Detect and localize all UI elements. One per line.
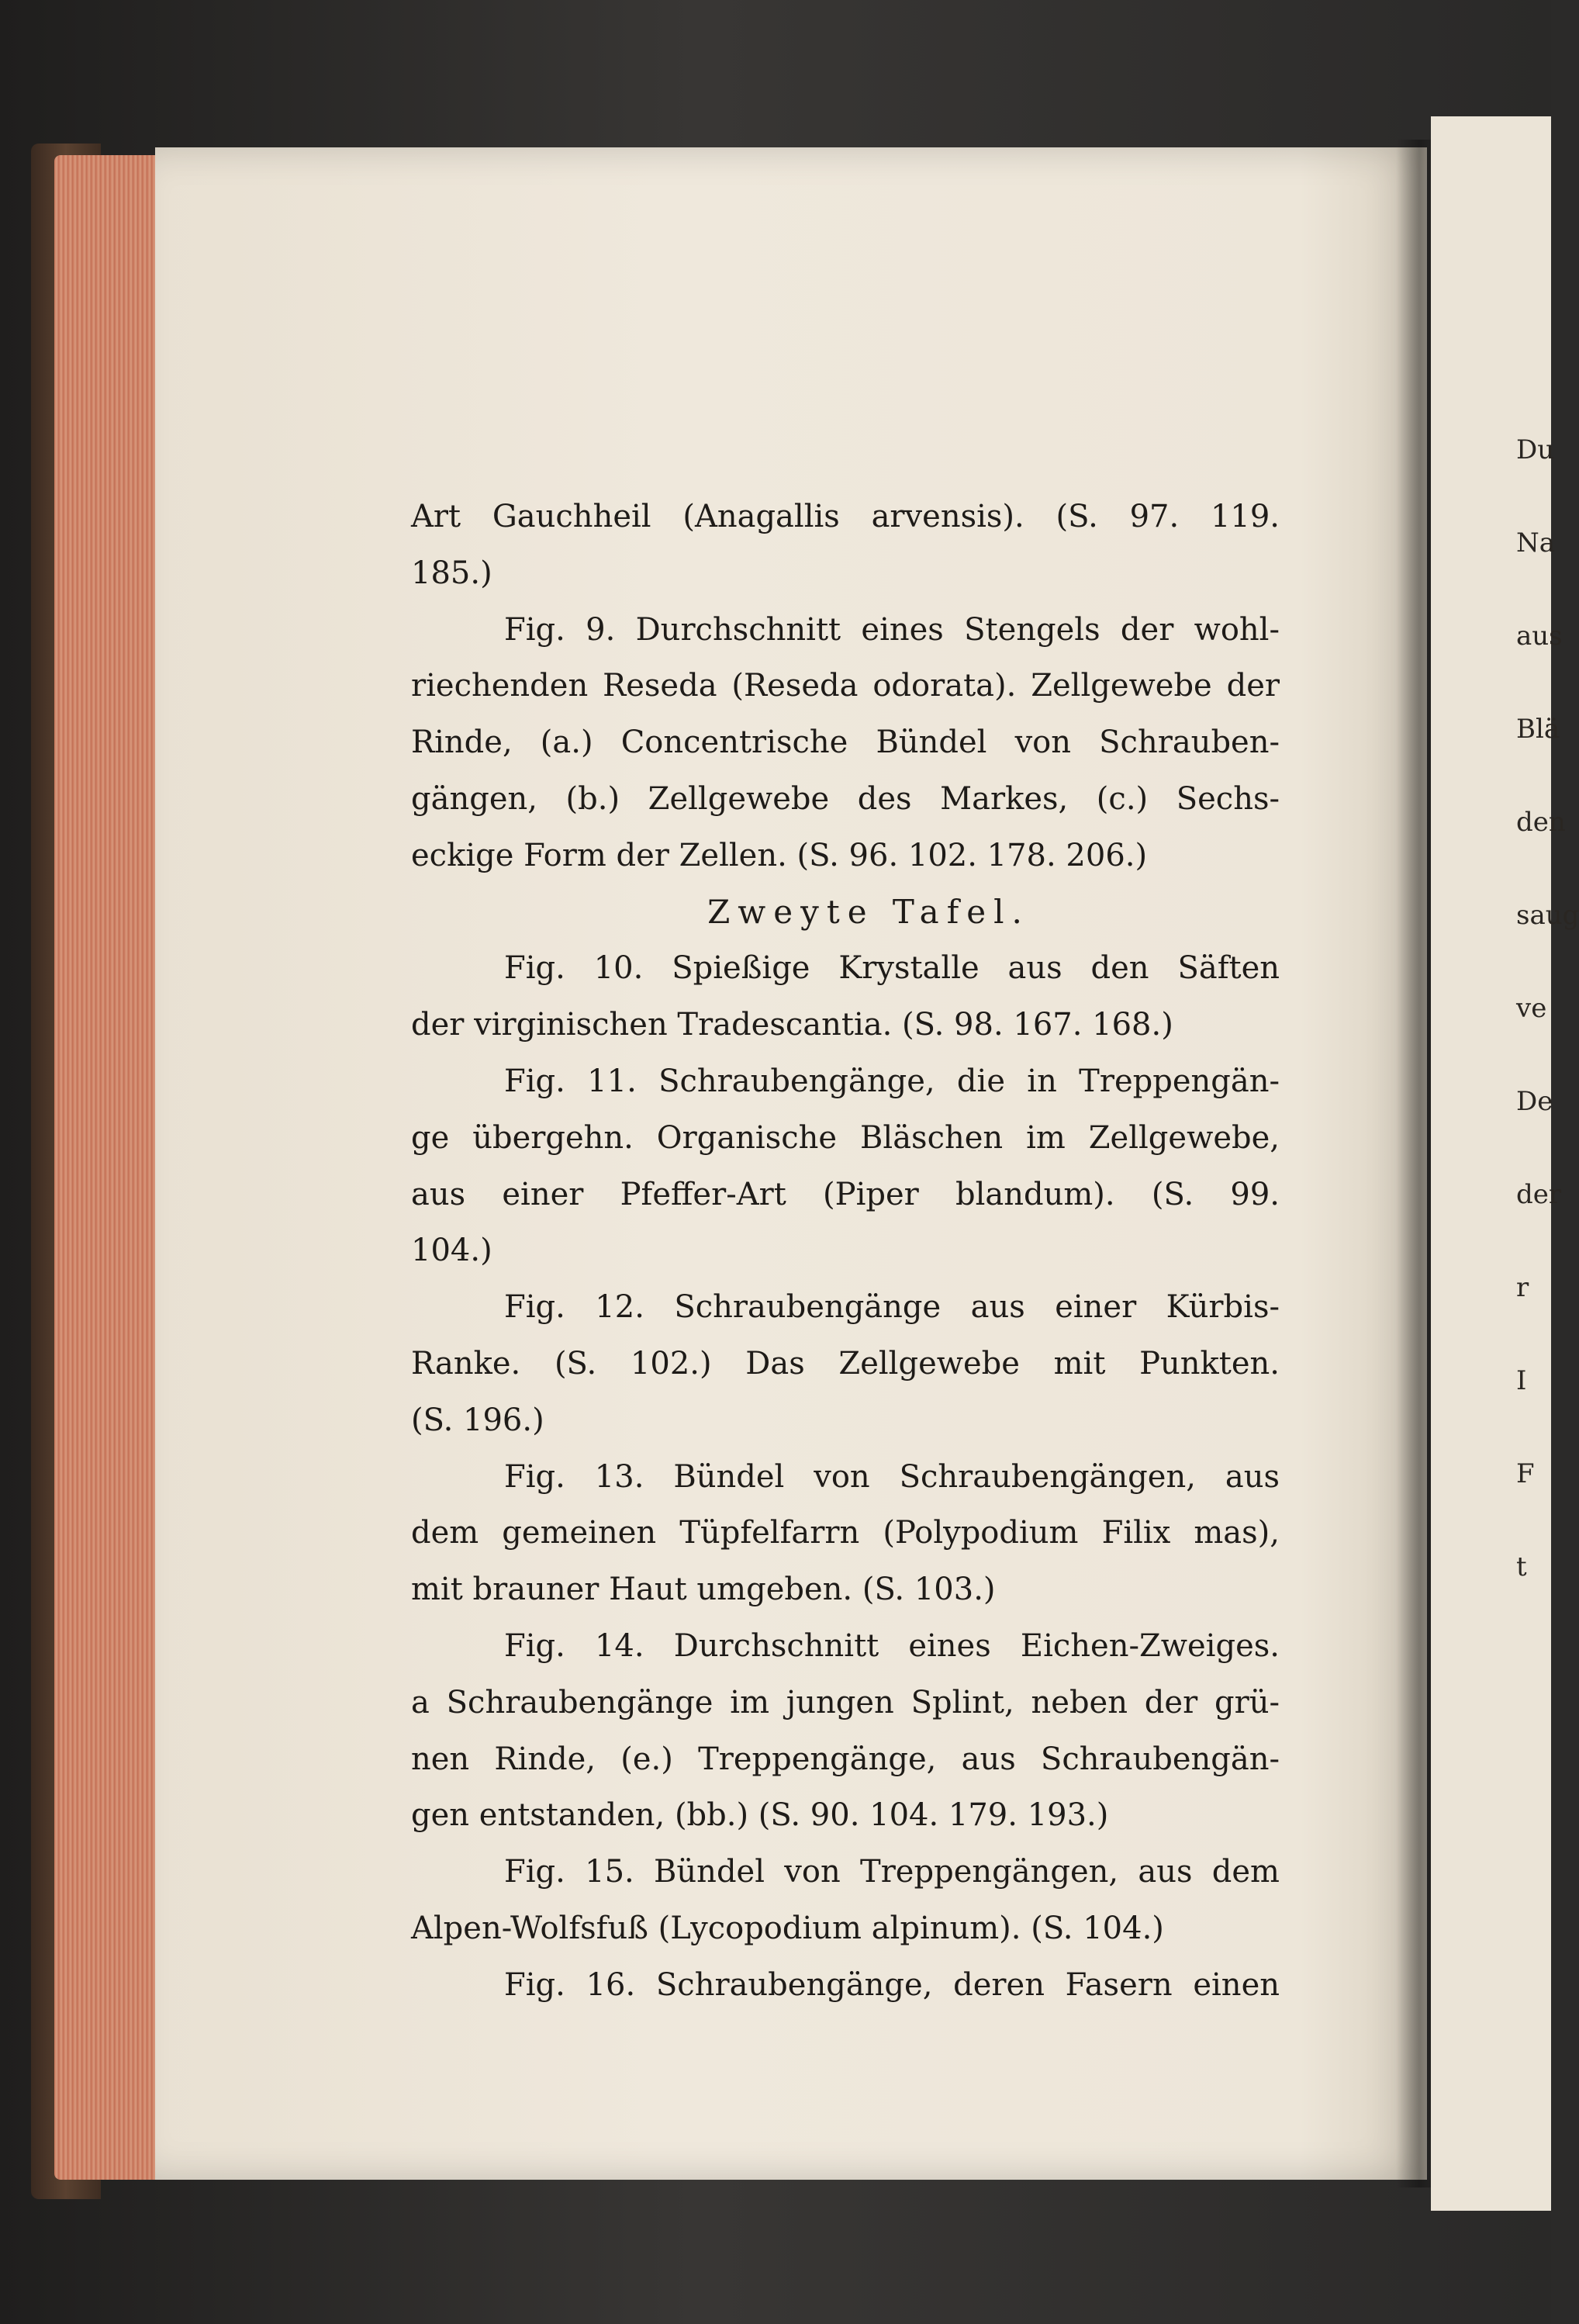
text-line: 185.) <box>411 555 492 591</box>
text-line: Fig. 12. Schraubengänge aus einer Kürbis- <box>504 1289 1280 1326</box>
section-heading: Zweyte Tafel. <box>707 892 1030 931</box>
fragment: ve <box>1516 993 1547 1024</box>
text-line: nen Rinde, (e.) Treppengänge, aus Schraubengän- <box>411 1741 1280 1777</box>
text-line: (S. 196.) <box>411 1402 544 1438</box>
fragment: I <box>1516 1365 1527 1396</box>
text-line: Fig. 15. Bündel von Treppengängen, aus dem <box>504 1854 1280 1890</box>
fragment: Du <box>1516 434 1555 465</box>
fragment: saug <box>1516 900 1579 931</box>
page-edges <box>54 155 171 2180</box>
text-line: gen entstanden, (bb.) (S. 90. 104. 179. 193.) <box>411 1797 1109 1834</box>
text-line: Fig. 14. Durchschnitt eines Eichen-Zweiges. <box>504 1627 1280 1664</box>
fragment: De <box>1516 1086 1553 1117</box>
text-line: Fig. 11. Schraubengänge, die in Treppengän- <box>504 1063 1280 1099</box>
text-line: a Schraubengänge im jungen Splint, neben der grü- <box>411 1684 1280 1721</box>
fragment: aus <box>1516 621 1563 652</box>
text-line: aus einer Pfeffer-Art (Piper blandum). (S. 99. <box>411 1176 1280 1212</box>
text-line: der virginischen Tradescantia. (S. 98. 167. 168.) <box>411 1007 1173 1043</box>
fragment: t <box>1516 1551 1527 1582</box>
text-line: Art Gauchheil (Anagallis arvensis). (S. 97. 119. <box>411 499 1280 534</box>
fragment: Blä <box>1516 714 1560 745</box>
text-line: Rinde, (a.) Concentrische Bündel von Schrauben- <box>411 725 1280 761</box>
text-line: 104.) <box>411 1233 492 1269</box>
fragment: der <box>1516 1179 1562 1210</box>
fragment: Na <box>1516 527 1556 559</box>
right-page-fragments <box>1516 403 1579 1613</box>
text-line: gängen, (b.) Zellgewebe des Markes, (c.) Sechs- <box>411 780 1280 817</box>
page-text <box>411 489 1280 2014</box>
text-line: ge übergehn. Organische Bläschen im Zellgewebe, <box>411 1119 1280 1156</box>
fragment: r <box>1516 1272 1529 1303</box>
text-line: Fig. 9. Durchschnitt eines Stengels der wohl- <box>504 611 1280 648</box>
fragment: F <box>1516 1458 1535 1489</box>
text-line: Alpen-Wolfsfuß (Lycopodium alpinum). (S. 104.) <box>411 1910 1164 1946</box>
text-line: eckige Form der Zellen. (S. 96. 102. 178. 206.) <box>411 837 1148 873</box>
text-line: Ranke. (S. 102.) Das Zellgewebe mit Punkten. <box>411 1345 1280 1382</box>
text-line: Fig. 10. Spießige Krystalle aus den Säften <box>504 950 1280 987</box>
text-line: mit brauner Haut umgeben. (S. 103.) <box>411 1572 996 1608</box>
text-line: Fig. 13. Bündel von Schraubengängen, aus <box>504 1458 1280 1495</box>
text-line: Fig. 16. Schraubengänge, deren Fasern einen <box>504 1966 1280 2003</box>
fragment: den <box>1516 807 1566 838</box>
text-line: dem gemeinen Tüpfelfarrn (Polypodium Filix mas), <box>411 1515 1280 1551</box>
text-line: riechenden Reseda (Reseda odorata). Zellgewebe der <box>411 668 1280 704</box>
